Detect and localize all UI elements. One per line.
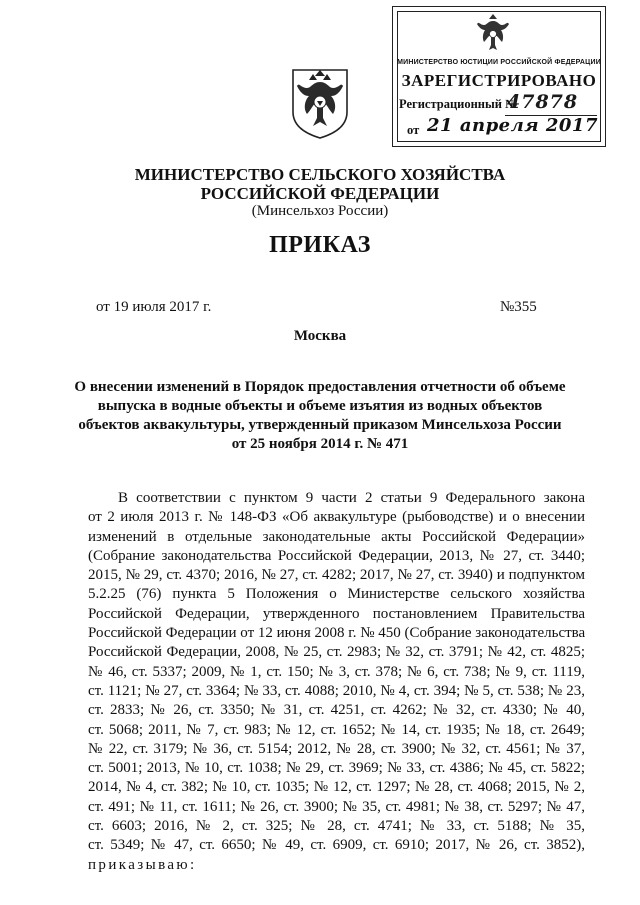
order-city: Москва [293, 328, 347, 344]
body-line: В соответствии с пунктом 9 части 2 статьи 9 Федерального закона [118, 490, 585, 506]
body-line: ст. 491; № 11, ст. 1611; № 26, ст. 3900; № 35, ст. 4981; № 38, ст. 5297; № 47, [88, 798, 585, 815]
document-type-title: ПРИКАЗ [269, 232, 371, 258]
ministry-name-line1: МИНИСТЕРСТВО СЕЛЬСКОГО ХОЗЯЙСТВА [134, 165, 506, 184]
body-line: ст. 2833; № 26, ст. 3350; № 31, ст. 4251, ст. 4262; № 32, ст. 4330; № 40, [88, 702, 585, 719]
body-line: ст. 5349; № 47, ст. 6650; № 49, ст. 6909, ст. 6910; 2017, № 26, ст. 3852), [88, 837, 585, 854]
body-line: ст. 6603; 2016, № 2, ст. 325; № 28, ст. 4741; № 33, ст. 5188; № 35, [88, 818, 585, 835]
subject-line: О внесении изменений в Порядок предоставления отчетности об объеме [74, 379, 566, 395]
order-date: от 19 июля 2017 г. [96, 299, 212, 315]
body-line: ст. 1121; № 27, ст. 3364; № 33, ст. 4088; 2010, № 4, ст. 394; № 5, ст. 538; № 23, [88, 682, 585, 699]
body-line: приказываю: [88, 856, 197, 873]
body-line: 2015, № 29, ст. 4370; 2016, № 27, ст. 4282; 2017, № 27, ст. 3940) и подпунктом [88, 567, 585, 584]
stamp-date-value: 21 апреля 2017 [427, 115, 598, 136]
body-line: изменений в отдельные законодательные акты Российской Федерации» [88, 528, 585, 545]
ministry-short-name: (Минсельхоз России) [251, 203, 389, 219]
stamp-registered-label: ЗАРЕГИСТРИРОВАНО [401, 71, 597, 90]
body-line: (Собрание законодательства Российской Федерации, 2013, № 27, ст. 3440; [88, 547, 585, 564]
registration-stamp [392, 6, 606, 147]
body-line: Российской Федерации, 2008, № 25, ст. 2983; № 32, ст. 3791; № 42, ст. 4825; [88, 644, 585, 661]
body-line: ст. 5001; 2013, № 10, ст. 1038; № 29, ст. 3969; № 33, ст. 4386; № 45, ст. 5822; [88, 760, 585, 777]
body-line: 2014, № 4, ст. 382; № 10, ст. 1035; № 12, ст. 1297; № 28, ст. 4068; 2015, № 2, [88, 779, 585, 796]
subject-line: выпуска в водные объекты и объеме изъятия из водных объектов [97, 398, 543, 414]
body-line: Российской Федерации от 12 июня 2008 г. № 450 (Собрание законодательства [88, 625, 586, 642]
subject-line: от 25 ноября 2014 г. № 471 [231, 436, 409, 452]
order-subject [60, 378, 580, 454]
stamp-emblem-icon [473, 13, 513, 59]
subject-line: объектов аквакультуры, утвержденный приказом Минсельхоза России [78, 417, 562, 433]
body-line: Российской Федерации, утвержденного постановлением Правительства [88, 605, 585, 622]
order-number: №355 [500, 299, 537, 315]
stamp-ministry-name: МИНИСТЕРСТВО ЮСТИЦИИ РОССИЙСКОЙ ФЕДЕРАЦИИ [397, 59, 601, 66]
body-line: 5.2.25 (76) пункта 5 Положения о Министерстве сельского хозяйства [88, 586, 585, 603]
body-line: № 46, ст. 5337; 2009, № 1, ст. 150; № 3, ст. 378; № 6, ст. 738; № 9, ст. 1119, [88, 663, 585, 680]
order-body [88, 489, 585, 875]
stamp-reg-number-label: Регистрационный № [399, 97, 518, 111]
body-line: № 22, ст. 3179; № 36, ст. 5154; 2012, № 28, ст. 3900; № 32, ст. 4561; № 37, [88, 740, 585, 757]
body-line: от 2 июля 2013 г. № 148-ФЗ «Об аквакультуре (рыбоводстве) и о внесении [88, 509, 585, 526]
body-line: ст. 5068; 2011, № 7, ст. 983; № 12, ст. 1652; № 14, ст. 1935; № 18, ст. 2649; [88, 721, 585, 738]
stamp-reg-number-value: 47878 [507, 91, 579, 113]
ministry-name-line2: РОССИЙСКОЙ ФЕДЕРАЦИИ [200, 184, 440, 203]
coat-of-arms-emblem [287, 66, 353, 140]
stamp-date-prefix: от [407, 123, 420, 137]
